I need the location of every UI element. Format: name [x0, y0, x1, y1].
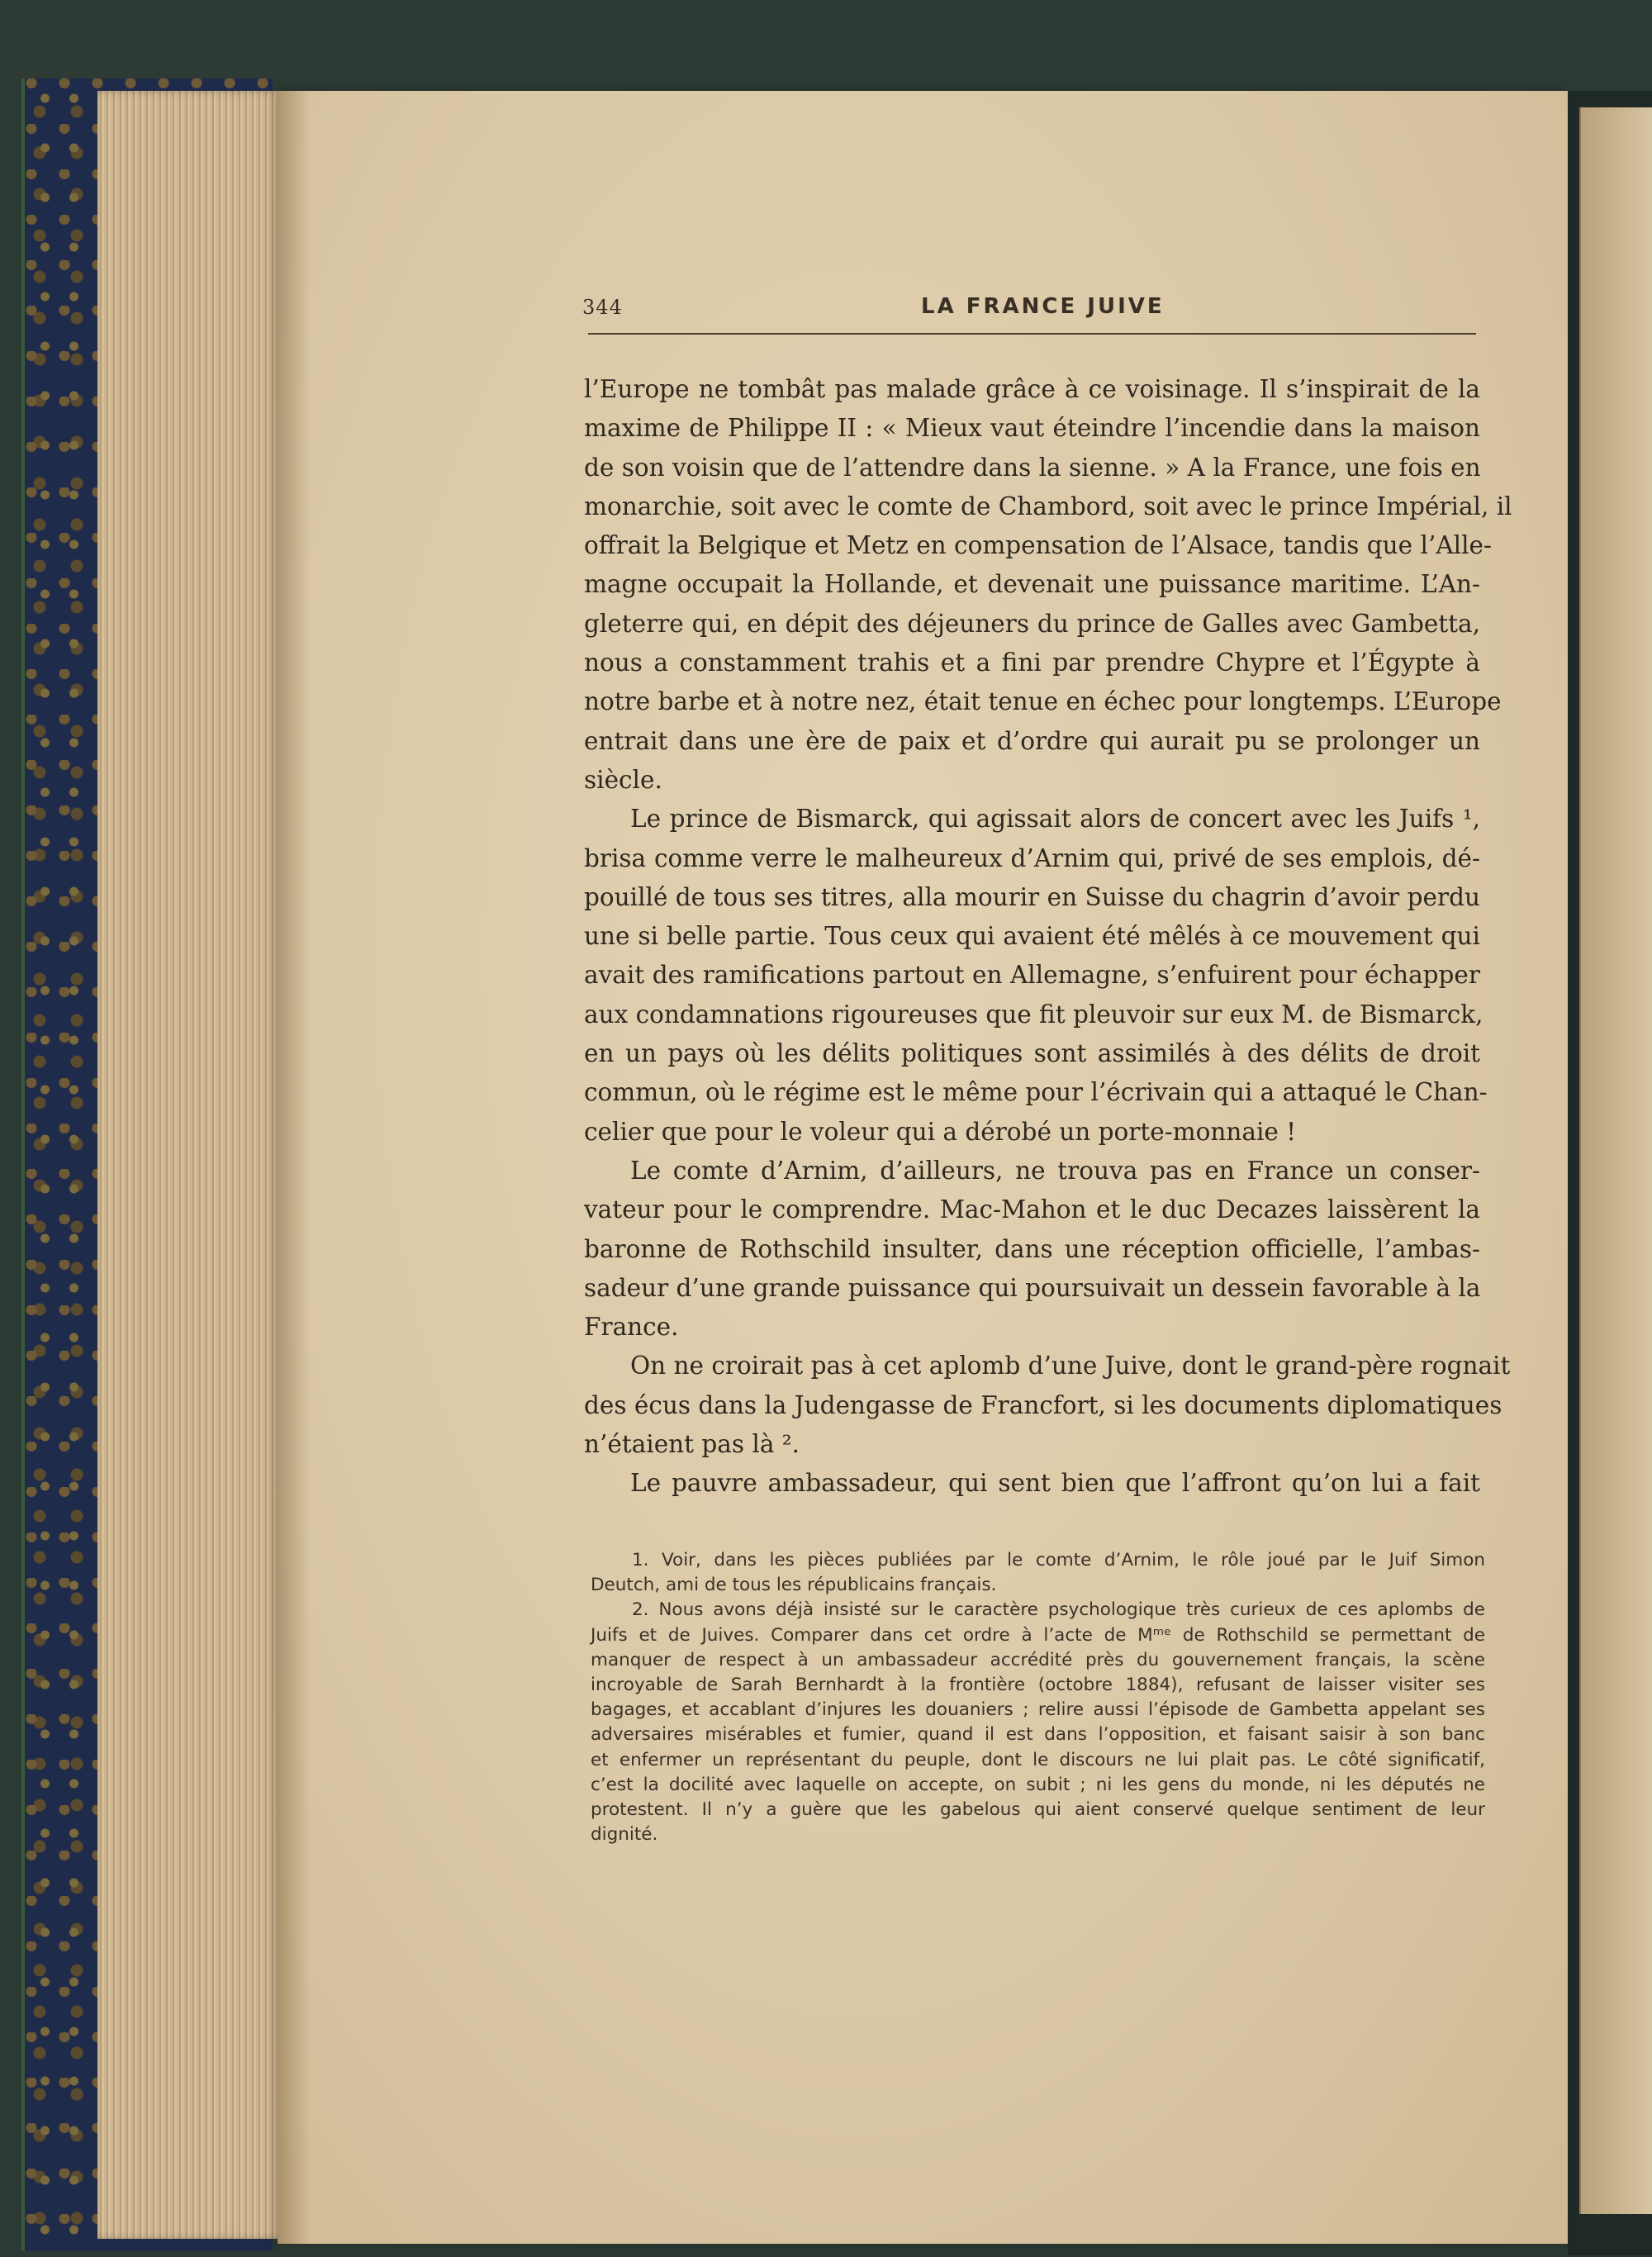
footnote-line: 2. Nous avons déjà insisté sur le caractère psychologique très curieux de ces aplombs de: [632, 1599, 1485, 1621]
text-line: une si belle partie. Tous ceux qui avaient été mêlés à ce mouvement qui: [584, 922, 1480, 951]
text-line: offrait la Belgique et Metz en compensation de l’Alsace, tandis que l’Alle-: [584, 531, 1492, 560]
footnote-line: dignité.: [591, 1824, 658, 1846]
footnote-line: incroyable de Sarah Bernhardt à la frontière (octobre 1884), refusant de laisser visiter ses: [591, 1675, 1485, 1696]
footnote-line: bagages, et accablant d’injures les douaniers ; relire aussi l’épisode de Gambetta appelant ses: [591, 1699, 1485, 1721]
footnote-line: Deutch, ami de tous les républicains français.: [591, 1575, 997, 1596]
text-line: gleterre qui, en dépit des déjeuners du prince de Galles avec Gambetta,: [584, 609, 1480, 638]
text-line: aux condamnations rigoureuses que fit pleuvoir sur eux M. de Bismarck,: [584, 1000, 1483, 1029]
text-line: des écus dans la Judengasse de Francfort, si les documents diplomatiques: [584, 1390, 1502, 1419]
text-line: brisa comme verre le malheureux d’Arnim qui, privé de ses emplois, dé-: [584, 843, 1480, 872]
text-line: siècle.: [584, 765, 662, 794]
footnote-line: c’est la docilité avec laquelle on accepte, on subit ; ni les gens du monde, ni les députés ne: [591, 1774, 1485, 1795]
footnote-line: Juifs et de Juives. Comparer dans cet ordre à l’acte de Mᵐᵉ de Rothschild se permettant de: [591, 1624, 1485, 1646]
text-line: avait des ramifications partout en Allemagne, s’enfuirent pour échapper: [584, 961, 1480, 990]
text-line: l’Europe ne tombât pas malade grâce à ce voisinage. Il s’inspirait de la: [584, 375, 1480, 403]
page-gutter-shadow: [278, 91, 311, 2244]
text-line: France.: [584, 1313, 679, 1342]
page-header: [582, 291, 1479, 332]
facing-page-edge: [1579, 107, 1652, 2214]
footnote-line: protestent. Il n’y a guère que les gabelous qui aient conservé quelque sentiment de leur: [591, 1799, 1485, 1821]
text-line: On ne croirait pas à cet aplomb d’une Juive, dont le grand-père rognait: [630, 1352, 1511, 1380]
text-line: Le pauvre ambassadeur, qui sent bien que l’affront qu’on lui a fait: [630, 1469, 1480, 1498]
footnote-line: 1. Voir, dans les pièces publiées par le comte d’Arnim, le rôle joué par le Juif Simon: [632, 1550, 1485, 1570]
text-line: celier que pour le voleur qui a dérobé un porte-monnaie !: [584, 1117, 1297, 1146]
footnotes: [591, 1548, 1485, 1847]
text-line: magne occupait la Hollande, et devenait une puissance maritime. L’An-: [584, 570, 1480, 599]
text-line: Le prince de Bismarck, qui agissait alors de concert avec les Juifs ¹,: [630, 805, 1480, 834]
text-line: notre barbe et à notre nez, était tenue en échec pour longtemps. L’Europe: [584, 687, 1502, 716]
page-number: 344: [582, 296, 623, 319]
page-edges: [97, 91, 292, 2239]
header-rule: [588, 333, 1476, 335]
text-line: pouillé de tous ses titres, alla mourir en Suisse du chagrin d’avoir perdu: [584, 882, 1480, 911]
text-line: vateur pour le comprendre. Mac-Mahon et le duc Decazes laissèrent la: [584, 1195, 1480, 1224]
text-line: entrait dans une ère de paix et d’ordre qui aurait pu se prolonger un: [584, 726, 1480, 755]
background-surface: [0, 0, 1652, 78]
footnote-line: adversaires misérables et fumier, quand il est dans l’opposition, et faisant saisir à son banc: [591, 1724, 1485, 1746]
body-text: [584, 370, 1512, 1504]
text-line: en un pays où les délits politiques sont assimilés à des délits de droit: [584, 1039, 1480, 1068]
text-line: commun, où le régime est le même pour l’écrivain qui a attaqué le Chan-: [584, 1078, 1488, 1107]
text-line: baronne de Rothschild insulter, dans une réception officielle, l’ambas-: [584, 1234, 1480, 1263]
running-title: LA FRANCE JUIVE: [921, 294, 1165, 319]
text-line: Le comte d’Arnim, d’ailleurs, ne trouva pas en France un conser-: [630, 1156, 1480, 1185]
text-line: maxime de Philippe II : « Mieux vaut éteindre l’incendie dans la maison: [584, 414, 1480, 443]
text-line: n’étaient pas là ².: [584, 1430, 800, 1459]
text-line: sadeur d’une grande puissance qui poursuivait un dessein favorable à la: [584, 1273, 1481, 1302]
footnote-line: et enfermer un représentant du peuple, dont le discours ne lui plait pas. Le côté significatif,: [591, 1749, 1485, 1770]
text-line: monarchie, soit avec le comte de Chambord, soit avec le prince Impérial, il: [584, 492, 1512, 520]
text-line: nous a constamment trahis et a fini par prendre Chypre et l’Égypte à: [584, 649, 1480, 677]
text-line: de son voisin que de l’attendre dans la sienne. » A la France, une fois en: [584, 453, 1481, 482]
footnote-line: manquer de respect à un ambassadeur accrédité près du gouvernement français, la scène: [591, 1649, 1485, 1670]
